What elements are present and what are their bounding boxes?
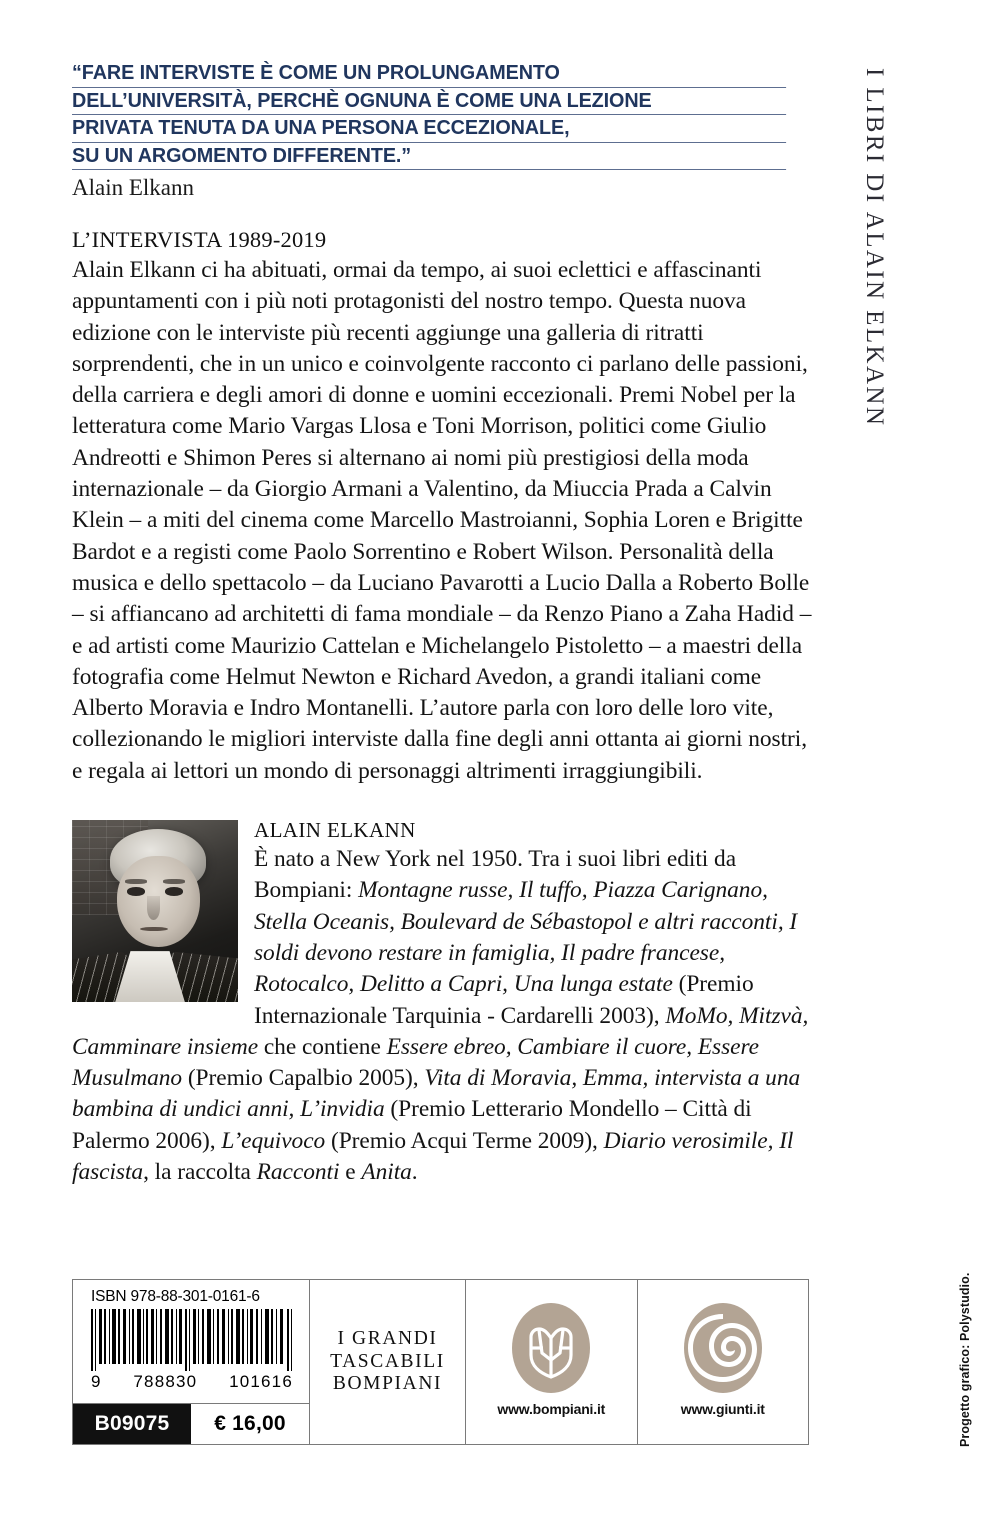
bompiani-logo-cell[interactable] (465, 1280, 637, 1444)
bio-segment: e (339, 1159, 362, 1186)
quote-line-1: “FARE INTERVISTE È COME UN PROLUNGAMENTO (72, 60, 786, 88)
author-portrait-photo (72, 820, 238, 1002)
blurb-section (72, 225, 812, 787)
bio-segment: (Premio Capalbio 2005), (182, 1065, 425, 1092)
bio-segment: (Premio Letterario Mondello – Città di Palermo 2006), (72, 1096, 752, 1154)
quote-line-3: PRIVATA TENUTA DA UNA PERSONA ECCEZIONALE, (72, 115, 786, 143)
bottom-info-panel (72, 1279, 809, 1445)
main-content-column (72, 60, 812, 1188)
bio-segment: Anita (361, 1159, 412, 1186)
portrait-mouth (140, 927, 168, 931)
bio-segment: Montagne russe, Il tuffo, Piazza Carignano, Stella Oceanis, Boulevard de Sébastopol e altri racconti, I soldi devono restare in famiglia, Il padre francese, Rotocalco, Delitto a Capri, Una lunga estate (254, 877, 798, 998)
barcode-bars-icon (91, 1309, 297, 1371)
quote-line-4: SU UN ARGOMENTO DIFFERENTE.” (72, 143, 786, 171)
portrait-eyebrow-left (125, 879, 147, 884)
price-label: € 16,00 (214, 1412, 286, 1435)
bio-segment: Essere ebreo, Cambiare il cuore, Essere Musulmano (72, 1033, 760, 1092)
design-credit: Progetto grafico: Polystudio. (958, 1272, 972, 1447)
bio-segment: , la raccolta (143, 1159, 257, 1186)
imprint-wordmark (330, 1328, 445, 1396)
portrait-eye-right (165, 887, 183, 895)
author-bio-section (72, 817, 812, 1188)
blurb-body: Alain Elkann ci ha abituati, ormai da tempo, ai suoi eclettici e affascinanti appuntamenti con i più noti protagonisti del nostro tempo. Questa nuova edizione con le interviste più recenti aggiunge una galleria di ritratti sorprendenti, che in un unico e coinvolgente racconto ci parlano delle passioni, della carriera e degli amori di donne e uomini eccezionali. Premi Nobel per la letteratura come Mario Vargas Llosa e Toni Morrison, politici come Giulio Andreotti e Shimon Peres si alternano ai nomi più prestigiosi della moda internazionale – da Giorgio Armani a Valentino, da Miuccia Prada a Calvin Klein – a miti del cinema come Marcello Mastroianni, Sophia Loren e Brigitte Bardot e a registi come Paolo Sorrentino e Robert Wilson. Personalità della musica e dello spettacolo – da Luciano Pavarotti a Lucio Dalla a Roberto Bolle – si affiancano ad architetti di fama mondiale – da Renzo Piano a Zaha Hadid – e ad artisti come Maurizio Cattelan e Michelangelo Pistoletto – a maestri della fotografia come Helmut Newton e Richard Avedon, a grandi italiani come Alberto Moravia e Indro Montanelli. L’autore parla con loro delle loro vite, collezionando le migliori interviste dalla fine degli anni ottanta ai giorni nostri, e regala ai lettori un mondo di personaggi altrimenti irraggiungibili. (72, 257, 812, 784)
blurb-title: L’INTERVISTA 1989-2019 (72, 227, 327, 252)
barcode-cell (73, 1280, 309, 1444)
imprint-cell (309, 1280, 465, 1444)
bio-segment: (Premio Internazionale Tarquinia - Cardarelli 2003), (254, 971, 754, 1029)
imprint-line-1: I GRANDI (337, 1328, 438, 1350)
giunti-logo-cell[interactable] (637, 1280, 809, 1444)
bio-segment: È nato a New York nel 1950. Tra i suoi libri editi da Bompiani: (254, 846, 737, 904)
imprint-line-2: TASCABILI (330, 1350, 445, 1372)
portrait-nose (147, 896, 160, 920)
bio-segment: Racconti (256, 1159, 340, 1186)
imprint-line-3: BOMPIANI (332, 1373, 443, 1395)
portrait-eyebrow-right (163, 879, 185, 884)
giunti-url[interactable]: www.giunti.it (680, 1401, 765, 1417)
quote-attribution: Alain Elkann (72, 175, 194, 200)
bio-segment: Vita di Moravia, Emma, intervista a una bambina di undici anni, L’invidia (72, 1065, 801, 1123)
bio-segment: (Premio Acqui Terme 2009), (325, 1127, 604, 1154)
barcode-upper (73, 1280, 309, 1403)
bompiani-url[interactable]: www.bompiani.it (497, 1401, 606, 1417)
pull-quote (72, 60, 812, 170)
bompiani-shield-icon (512, 1303, 590, 1393)
barcode-lower (73, 1403, 309, 1444)
portrait-eye-left (127, 887, 145, 895)
quote-line-2: DELL’UNIVERSITÀ, PERCHÈ OGNUNA È COME UNA LEZIONE (72, 88, 786, 116)
isbn-label: ISBN 978-88-301-0161-6 (91, 1288, 260, 1305)
bio-segment: Diario verosimile, Il fascista (72, 1127, 794, 1186)
bio-segment: L’equivoco (221, 1127, 326, 1154)
bio-segment: . (411, 1159, 418, 1186)
author-name: ALAIN ELKANN (254, 818, 416, 843)
product-code-badge: B09075 (73, 1404, 191, 1444)
barcode-digit-group-1: 788830 (133, 1372, 198, 1391)
barcode-digit-group-2: 101616 (229, 1372, 293, 1391)
bio-segment: che contiene (258, 1033, 387, 1060)
barcode-digits (91, 1372, 297, 1392)
bio-segment: MoMo, Mitzvà, Camminare insieme (72, 1002, 809, 1060)
series-vertical-title: I LIBRI DI ALAIN ELKANN (861, 68, 888, 428)
barcode-digit-lead: 9 (91, 1372, 102, 1391)
giunti-spiral-icon (684, 1303, 762, 1393)
